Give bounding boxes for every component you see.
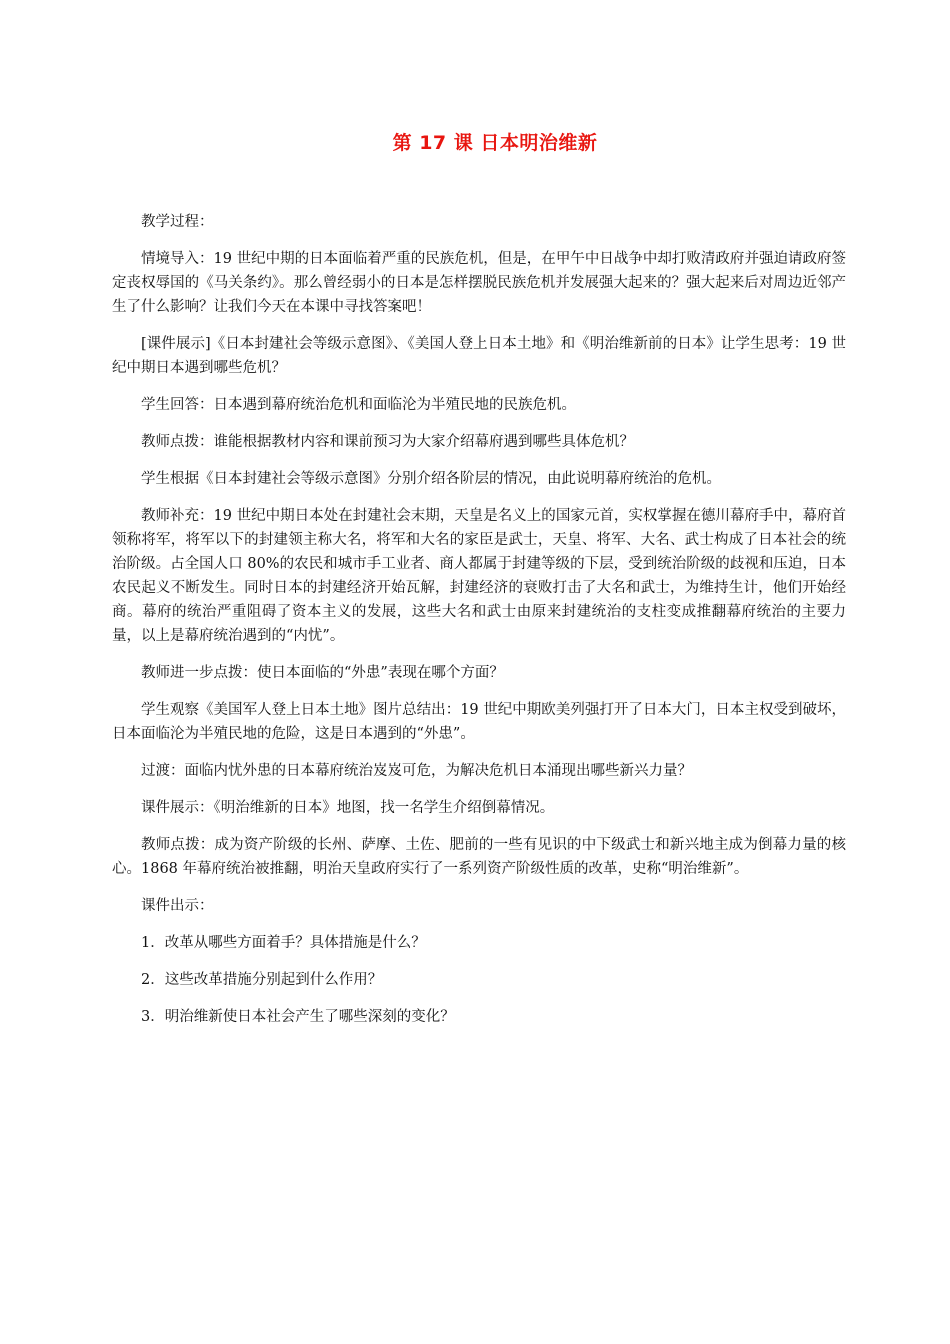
paragraph-teacher-supplement: 教师补充：19 世纪中期日本处在封建社会末期，天皇是名义上的国家元首，实权掌握在德川幕府手中，幕府首领称将军，将军以下的封建领主称大名，将军和大名的家臣是武士，天皇、将军、大名、武士构成了日本社会的统治阶级。占全国人口 80%的农民和城市手工业者、商人都属于封建等级的下层，受到统治阶级的歧视和压迫，日本农民起义不断发生。同时日本的封建经济开始瓦解，封建经济的衰败打击了大名和武士，为维持生计，他们开始经商。幕府的统治严重阻碍了资本主义的发展，这些大名和武士由原来封建统治的支柱变成推翻幕府统治的主要力量，以上是幕府统治遇到的“内忧”。 — [112, 508, 846, 644]
paragraph-teacher-guidance-2: 教师进一步点拨：使日本面临的“外患”表现在哪个方面？ — [141, 665, 504, 681]
paragraph-student-introduction: 学生根据《日本封建社会等级示意图》分别介绍各阶层的情况，由此说明幕府统治的危机。 — [141, 471, 721, 487]
paragraph-courseware-display-1: [课件展示]《日本封建社会等级示意图》、《美国人登上日本土地》和《明治维新前的日本》让学生思考：19 世纪中期日本遇到哪些危机？ — [112, 336, 846, 376]
paragraph-transition: 过渡：面临内忧外患的日本幕府统治岌岌可危，为解决危机日本涌现出哪些新兴力量？ — [141, 763, 692, 779]
question-item-1: 1．改革从哪些方面着手？具体措施是什么？ — [141, 935, 426, 951]
question-item-2: 2．这些改革措施分别起到什么作用？ — [141, 972, 383, 988]
question-item-3: 3．明治维新使日本社会产生了哪些深刻的变化？ — [141, 1009, 455, 1025]
paragraph-courseware-show: 课件出示： — [141, 898, 214, 914]
paragraph-teaching-process: 教学过程： — [141, 214, 214, 230]
lesson-title: 第 17 课 日本明治维新 — [392, 132, 598, 154]
paragraph-courseware-display-2: 课件展示：《明治维新的日本》地图，找一名学生介绍倒幕情况。 — [141, 800, 555, 816]
lesson-body — [112, 210, 846, 1042]
paragraph-teacher-guidance-3: 教师点拨：成为资产阶级的长州、萨摩、土佐、肥前的一些有见识的中下级武士和新兴地主成为倒幕力量的核心。1868 年幕府统治被推翻，明治天皇政府实行了一系列资产阶级性质的改革，史称“明治维新”。 — [112, 837, 846, 877]
paragraph-situation-intro: 情境导入：19 世纪中期的日本面临着严重的民族危机，但是，在甲午中日战争中却打败清政府并强迫请政府签定丧权辱国的《马关条约》。那么曾经弱小的日本是怎样摆脱民族危机并发展强大起来的？强大起来后对周边近邻产生了什么影响？让我们今天在本课中寻找答案吧！ — [112, 251, 846, 315]
paragraph-student-answer: 学生回答：日本遇到幕府统治危机和面临沦为半殖民地的民族危机。 — [141, 397, 576, 413]
paragraph-teacher-guidance-1: 教师点拨：谁能根据教材内容和课前预习为大家介绍幕府遇到哪些具体危机？ — [141, 434, 634, 450]
paragraph-student-observation: 学生观察《美国军人登上日本土地》图片总结出：19 世纪中期欧美列强打开了日本大门，日本主权受到破坏，日本面临沦为半殖民地的危险，这是日本遇到的“外患”。 — [112, 702, 846, 742]
